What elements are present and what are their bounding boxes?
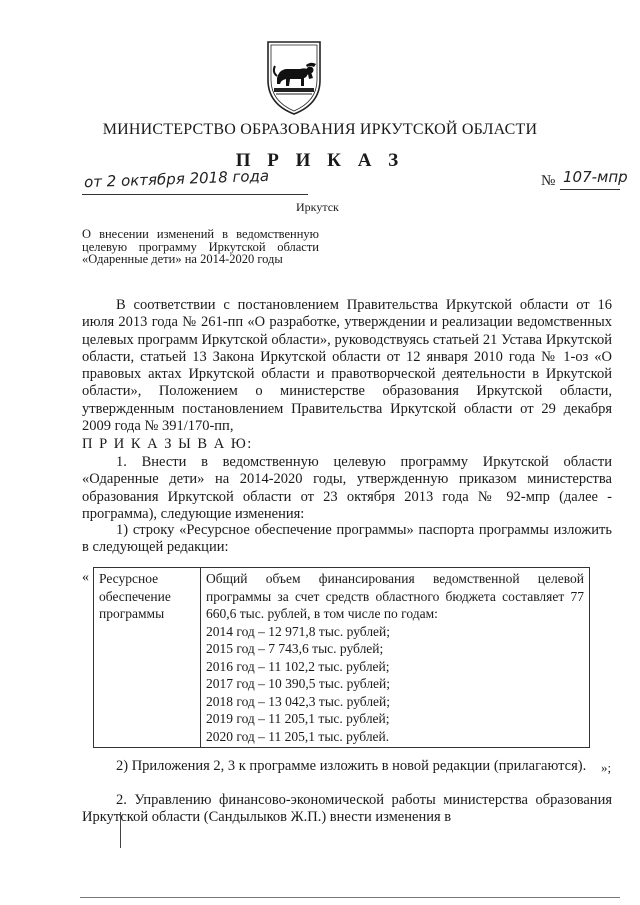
coat-of-arms-irkutsk-icon	[262, 34, 326, 116]
funding-intro: Общий объем финансирования ведомственной целевой программы за счет средств областного бюджета составляет 77 660,6 тыс. рублей, в том числе по годам:	[206, 571, 584, 621]
year-line: 2016 год – 11 102,2 тыс. рублей;	[206, 658, 390, 674]
item-2-paragraph: 2. Управлению финансово-экономической работы министерства образования Иркутской области (Сандылыков Ж.П.) внести изменения в	[82, 792, 612, 826]
year-line: 2014 год – 12 971,8 тыс. рублей;	[206, 623, 391, 639]
resource-table	[93, 567, 590, 748]
document-type: П Р И К А З	[235, 150, 405, 171]
subitem-2-paragraph: 2) Приложения 2, 3 к программе изложить в новой редакции (прилагаются).	[116, 758, 587, 774]
table-row	[94, 568, 590, 748]
coat-of-arms-emblem	[262, 34, 326, 116]
ministry-title: МИНИСТЕРСТВО ОБРАЗОВАНИЯ ИРКУТСКОЙ ОБЛАСТИ	[102, 121, 538, 138]
orders-heading: П Р И К А З Ы В А Ю:	[82, 436, 253, 452]
year-line: 2017 год – 10 390,5 тыс. рублей;	[206, 676, 391, 691]
date-handwritten: от 2 октября 2018 года	[83, 166, 270, 192]
preamble-paragraph: В соответствии с постановлением Правительства Иркутской области от 16 июля 2013 года № 261-пп «О разработке, утверждении и реализации ведомственных целевых программ Иркутской области», руководствуясь статьей 21 Устава Иркутской области, статьей 13 Закона Иркутской области от 12 января 2010 года № 1-оз «О правовых актах Иркутской области и правотворческой деятельности в Иркутской области», Положением о министерстве образования Иркутской области, утвержденным постановлением Правительства Иркутской области от 29 декабря 2009 года № 391/170-пп,	[82, 297, 612, 435]
number-label: №	[541, 173, 556, 189]
year-line: 2019 год – 11 205,1 тыс. рублей;	[206, 711, 390, 726]
item-1-paragraph: 1. Внести в ведомственную целевую программу Иркутской области «Одаренные дети» на 2014-2020 годы, утвержденную приказом министерства образования Иркутской области от 23 октября 2013 года № 92-мпр (далее - программа), следующие изменения:	[82, 454, 612, 522]
number-handwritten: 107-мпр	[563, 168, 628, 186]
order-subject: О внесении изменений в ведомственную целевую программу Иркутской области «Одаренные дети» на 2014-2020 годы	[82, 227, 319, 266]
resource-value-cell	[201, 568, 590, 748]
year-line: 2018 год – 13 042,3 тыс. рублей;	[206, 693, 391, 709]
year-line: 2015 год – 7 743,6 тыс. рублей;	[206, 641, 384, 656]
page-bottom-edge	[80, 897, 620, 898]
city: Иркутск	[296, 200, 339, 214]
subitem-1-paragraph: 1) строку «Ресурсное обеспечение программы» паспорта программы изложить в следующей редакции:	[82, 522, 612, 556]
quote-open: «	[82, 570, 89, 585]
quote-close: »;	[601, 760, 612, 775]
resource-label-cell: Ресурсное обеспечение программы	[94, 568, 201, 748]
margin-mark	[120, 812, 121, 848]
year-line: 2020 год – 11 205,1 тыс. рублей.	[206, 728, 390, 744]
number-underline	[560, 189, 620, 190]
